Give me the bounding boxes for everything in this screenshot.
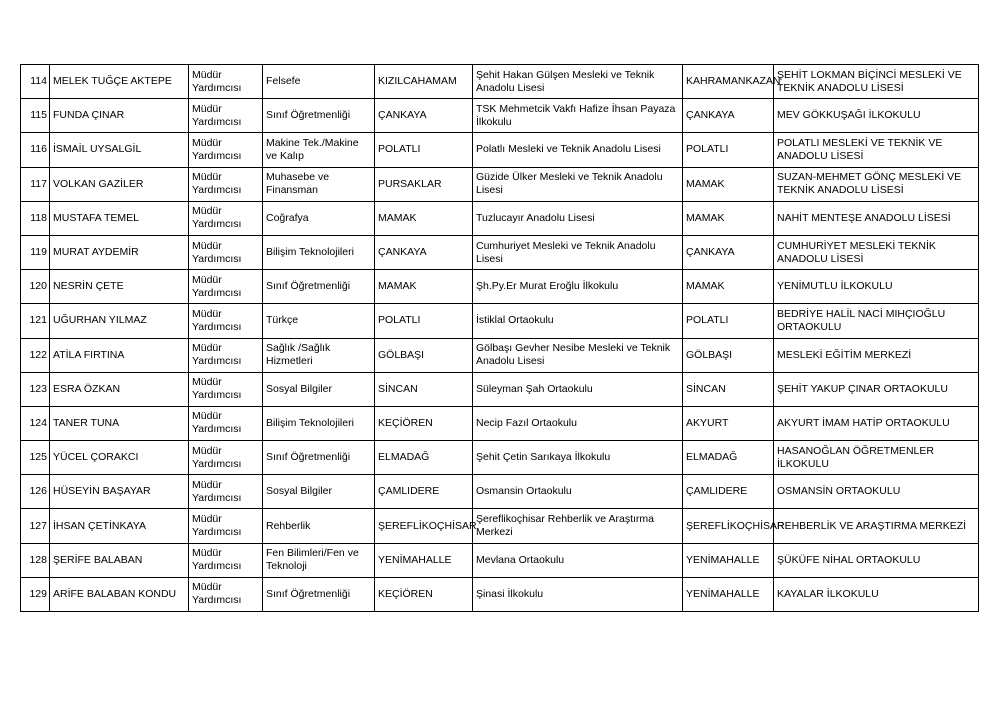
current-district-cell: PURSAKLAR bbox=[375, 167, 473, 201]
new-district-cell: POLATLI bbox=[683, 304, 774, 338]
position-title-cell: Müdür Yardımcısı bbox=[189, 133, 263, 167]
row-number-cell: 119 bbox=[21, 235, 50, 269]
person-name-cell: TANER TUNA bbox=[50, 406, 189, 440]
current-school-cell: Tuzlucayır Anadolu Lisesi bbox=[473, 201, 683, 235]
person-name-cell: YÜCEL ÇORAKCI bbox=[50, 441, 189, 475]
new-district-cell: POLATLI bbox=[683, 133, 774, 167]
new-school-cell: SUZAN-MEHMET GÖNÇ MESLEKİ VE TEKNİK ANADOLU LİSESİ bbox=[774, 167, 979, 201]
table-row bbox=[21, 577, 979, 611]
new-district-cell: KAHRAMANKAZAN bbox=[683, 65, 774, 99]
new-district-cell: MAMAK bbox=[683, 270, 774, 304]
current-district-cell: KIZILCAHAMAM bbox=[375, 65, 473, 99]
branch-cell: Sınıf Öğretmenliği bbox=[263, 270, 375, 304]
branch-cell: Muhasebe ve Finansman bbox=[263, 167, 375, 201]
row-number-cell: 127 bbox=[21, 509, 50, 543]
table-row bbox=[21, 304, 979, 338]
current-school-cell: İstiklal Ortaokulu bbox=[473, 304, 683, 338]
new-school-cell: YENİMUTLU İLKOKULU bbox=[774, 270, 979, 304]
table-row bbox=[21, 235, 979, 269]
person-name-cell: NESRİN ÇETE bbox=[50, 270, 189, 304]
new-district-cell: ÇANKAYA bbox=[683, 235, 774, 269]
row-number-cell: 121 bbox=[21, 304, 50, 338]
position-title-cell: Müdür Yardımcısı bbox=[189, 65, 263, 99]
branch-cell: Sağlık /Sağlık Hizmetleri bbox=[263, 338, 375, 372]
row-number-cell: 129 bbox=[21, 577, 50, 611]
branch-cell: Sosyal Bilgiler bbox=[263, 372, 375, 406]
row-number-cell: 128 bbox=[21, 543, 50, 577]
new-school-cell: AKYURT İMAM HATİP ORTAOKULU bbox=[774, 406, 979, 440]
person-name-cell: ŞERİFE BALABAN bbox=[50, 543, 189, 577]
current-district-cell: SİNCAN bbox=[375, 372, 473, 406]
table-body bbox=[21, 65, 979, 612]
current-district-cell: ŞEREFLİKOÇHİSAR bbox=[375, 509, 473, 543]
new-school-cell: POLATLI MESLEKİ VE TEKNİK VE ANADOLU LİSESİ bbox=[774, 133, 979, 167]
current-district-cell: POLATLI bbox=[375, 304, 473, 338]
table-row bbox=[21, 133, 979, 167]
new-district-cell: MAMAK bbox=[683, 201, 774, 235]
current-school-cell: Mevlana Ortaokulu bbox=[473, 543, 683, 577]
position-title-cell: Müdür Yardımcısı bbox=[189, 475, 263, 509]
table-row bbox=[21, 441, 979, 475]
new-school-cell: KAYALAR İLKOKULU bbox=[774, 577, 979, 611]
position-title-cell: Müdür Yardımcısı bbox=[189, 201, 263, 235]
position-title-cell: Müdür Yardımcısı bbox=[189, 509, 263, 543]
position-title-cell: Müdür Yardımcısı bbox=[189, 372, 263, 406]
table-row bbox=[21, 65, 979, 99]
row-number-cell: 120 bbox=[21, 270, 50, 304]
new-district-cell: ELMADAĞ bbox=[683, 441, 774, 475]
new-district-cell: GÖLBAŞI bbox=[683, 338, 774, 372]
table-row bbox=[21, 99, 979, 133]
position-title-cell: Müdür Yardımcısı bbox=[189, 577, 263, 611]
assignment-table bbox=[20, 64, 979, 612]
new-school-cell: OSMANSİN ORTAOKULU bbox=[774, 475, 979, 509]
table-row bbox=[21, 509, 979, 543]
new-district-cell: SİNCAN bbox=[683, 372, 774, 406]
current-school-cell: Gölbaşı Gevher Nesibe Mesleki ve Teknik Anadolu Lisesi bbox=[473, 338, 683, 372]
new-district-cell: AKYURT bbox=[683, 406, 774, 440]
row-number-cell: 125 bbox=[21, 441, 50, 475]
new-school-cell: ŞÜKÜFE NİHAL ORTAOKULU bbox=[774, 543, 979, 577]
branch-cell: Coğrafya bbox=[263, 201, 375, 235]
row-number-cell: 118 bbox=[21, 201, 50, 235]
current-district-cell: GÖLBAŞI bbox=[375, 338, 473, 372]
current-school-cell: Necip Fazıl Ortaokulu bbox=[473, 406, 683, 440]
position-title-cell: Müdür Yardımcısı bbox=[189, 441, 263, 475]
current-school-cell: Polatlı Mesleki ve Teknik Anadolu Lisesi bbox=[473, 133, 683, 167]
new-district-cell: YENİMAHALLE bbox=[683, 577, 774, 611]
person-name-cell: ARİFE BALABAN KONDU bbox=[50, 577, 189, 611]
branch-cell: Rehberlik bbox=[263, 509, 375, 543]
row-number-cell: 122 bbox=[21, 338, 50, 372]
current-school-cell: Güzide Ülker Mesleki ve Teknik Anadolu Lisesi bbox=[473, 167, 683, 201]
branch-cell: Makine Tek./Makine ve Kalıp bbox=[263, 133, 375, 167]
current-district-cell: KEÇİÖREN bbox=[375, 577, 473, 611]
new-district-cell: MAMAK bbox=[683, 167, 774, 201]
person-name-cell: MURAT AYDEMİR bbox=[50, 235, 189, 269]
current-district-cell: YENİMAHALLE bbox=[375, 543, 473, 577]
current-school-cell: Süleyman Şah Ortaokulu bbox=[473, 372, 683, 406]
new-school-cell: NAHİT MENTEŞE ANADOLU LİSESİ bbox=[774, 201, 979, 235]
table-row bbox=[21, 270, 979, 304]
person-name-cell: HÜSEYİN BAŞAYAR bbox=[50, 475, 189, 509]
branch-cell: Bilişim Teknolojileri bbox=[263, 235, 375, 269]
branch-cell: Felsefe bbox=[263, 65, 375, 99]
new-school-cell: MEV GÖKKUŞAĞI İLKOKULU bbox=[774, 99, 979, 133]
position-title-cell: Müdür Yardımcısı bbox=[189, 270, 263, 304]
branch-cell: Sınıf Öğretmenliği bbox=[263, 577, 375, 611]
current-district-cell: ÇAMLIDERE bbox=[375, 475, 473, 509]
person-name-cell: MUSTAFA TEMEL bbox=[50, 201, 189, 235]
new-school-cell: ŞEHİT YAKUP ÇINAR ORTAOKULU bbox=[774, 372, 979, 406]
table-row bbox=[21, 338, 979, 372]
new-school-cell: HASANOĞLAN ÖĞRETMENLER İLKOKULU bbox=[774, 441, 979, 475]
position-title-cell: Müdür Yardımcısı bbox=[189, 338, 263, 372]
position-title-cell: Müdür Yardımcısı bbox=[189, 235, 263, 269]
current-district-cell: ÇANKAYA bbox=[375, 99, 473, 133]
person-name-cell: VOLKAN GAZİLER bbox=[50, 167, 189, 201]
person-name-cell: FUNDA ÇINAR bbox=[50, 99, 189, 133]
row-number-cell: 114 bbox=[21, 65, 50, 99]
new-district-cell: ÇANKAYA bbox=[683, 99, 774, 133]
row-number-cell: 116 bbox=[21, 133, 50, 167]
position-title-cell: Müdür Yardımcısı bbox=[189, 543, 263, 577]
current-school-cell: Şehit Çetin Sarıkaya İlkokulu bbox=[473, 441, 683, 475]
new-school-cell: CUMHURİYET MESLEKİ TEKNİK ANADOLU LİSESİ bbox=[774, 235, 979, 269]
person-name-cell: MELEK TUĞÇE AKTEPE bbox=[50, 65, 189, 99]
new-school-cell: MESLEKİ EĞİTİM MERKEZİ bbox=[774, 338, 979, 372]
position-title-cell: Müdür Yardımcısı bbox=[189, 99, 263, 133]
current-district-cell: ELMADAĞ bbox=[375, 441, 473, 475]
table-row bbox=[21, 372, 979, 406]
current-district-cell: ÇANKAYA bbox=[375, 235, 473, 269]
position-title-cell: Müdür Yardımcısı bbox=[189, 304, 263, 338]
row-number-cell: 123 bbox=[21, 372, 50, 406]
row-number-cell: 115 bbox=[21, 99, 50, 133]
current-school-cell: TSK Mehmetcik Vakfı Hafize İhsan Payaza İlkokulu bbox=[473, 99, 683, 133]
table-row bbox=[21, 201, 979, 235]
current-school-cell: Şh.Py.Er Murat Eroğlu İlkokulu bbox=[473, 270, 683, 304]
current-school-cell: Cumhuriyet Mesleki ve Teknik Anadolu Lisesi bbox=[473, 235, 683, 269]
branch-cell: Sosyal Bilgiler bbox=[263, 475, 375, 509]
current-school-cell: Şereflikoçhisar Rehberlik ve Araştırma Merkezi bbox=[473, 509, 683, 543]
new-district-cell: ŞEREFLİKOÇHİSAR bbox=[683, 509, 774, 543]
row-number-cell: 117 bbox=[21, 167, 50, 201]
current-district-cell: KEÇİÖREN bbox=[375, 406, 473, 440]
new-district-cell: YENİMAHALLE bbox=[683, 543, 774, 577]
new-school-cell: ŞEHİT LOKMAN BİÇİNCİ MESLEKİ VE TEKNİK ANADOLU LİSESİ bbox=[774, 65, 979, 99]
current-district-cell: MAMAK bbox=[375, 270, 473, 304]
row-number-cell: 124 bbox=[21, 406, 50, 440]
current-school-cell: Şehit Hakan Gülşen Mesleki ve Teknik Anadolu Lisesi bbox=[473, 65, 683, 99]
table-row bbox=[21, 543, 979, 577]
current-school-cell: Şinasi İlkokulu bbox=[473, 577, 683, 611]
branch-cell: Sınıf Öğretmenliği bbox=[263, 441, 375, 475]
table-row bbox=[21, 406, 979, 440]
current-district-cell: POLATLI bbox=[375, 133, 473, 167]
branch-cell: Sınıf Öğretmenliği bbox=[263, 99, 375, 133]
table-row bbox=[21, 167, 979, 201]
branch-cell: Bilişim Teknolojileri bbox=[263, 406, 375, 440]
branch-cell: Fen Bilimleri/Fen ve Teknoloji bbox=[263, 543, 375, 577]
new-school-cell: REHBERLİK VE ARAŞTIRMA MERKEZİ bbox=[774, 509, 979, 543]
position-title-cell: Müdür Yardımcısı bbox=[189, 167, 263, 201]
row-number-cell: 126 bbox=[21, 475, 50, 509]
person-name-cell: İHSAN ÇETİNKAYA bbox=[50, 509, 189, 543]
person-name-cell: ESRA ÖZKAN bbox=[50, 372, 189, 406]
person-name-cell: İSMAİL UYSALGİL bbox=[50, 133, 189, 167]
new-school-cell: BEDRİYE HALİL NACİ MIHÇIOĞLU ORTAOKULU bbox=[774, 304, 979, 338]
person-name-cell: ATİLA FIRTINA bbox=[50, 338, 189, 372]
position-title-cell: Müdür Yardımcısı bbox=[189, 406, 263, 440]
current-school-cell: Osmansin Ortaokulu bbox=[473, 475, 683, 509]
branch-cell: Türkçe bbox=[263, 304, 375, 338]
current-district-cell: MAMAK bbox=[375, 201, 473, 235]
new-district-cell: ÇAMLIDERE bbox=[683, 475, 774, 509]
table-row bbox=[21, 475, 979, 509]
person-name-cell: UĞURHAN YILMAZ bbox=[50, 304, 189, 338]
